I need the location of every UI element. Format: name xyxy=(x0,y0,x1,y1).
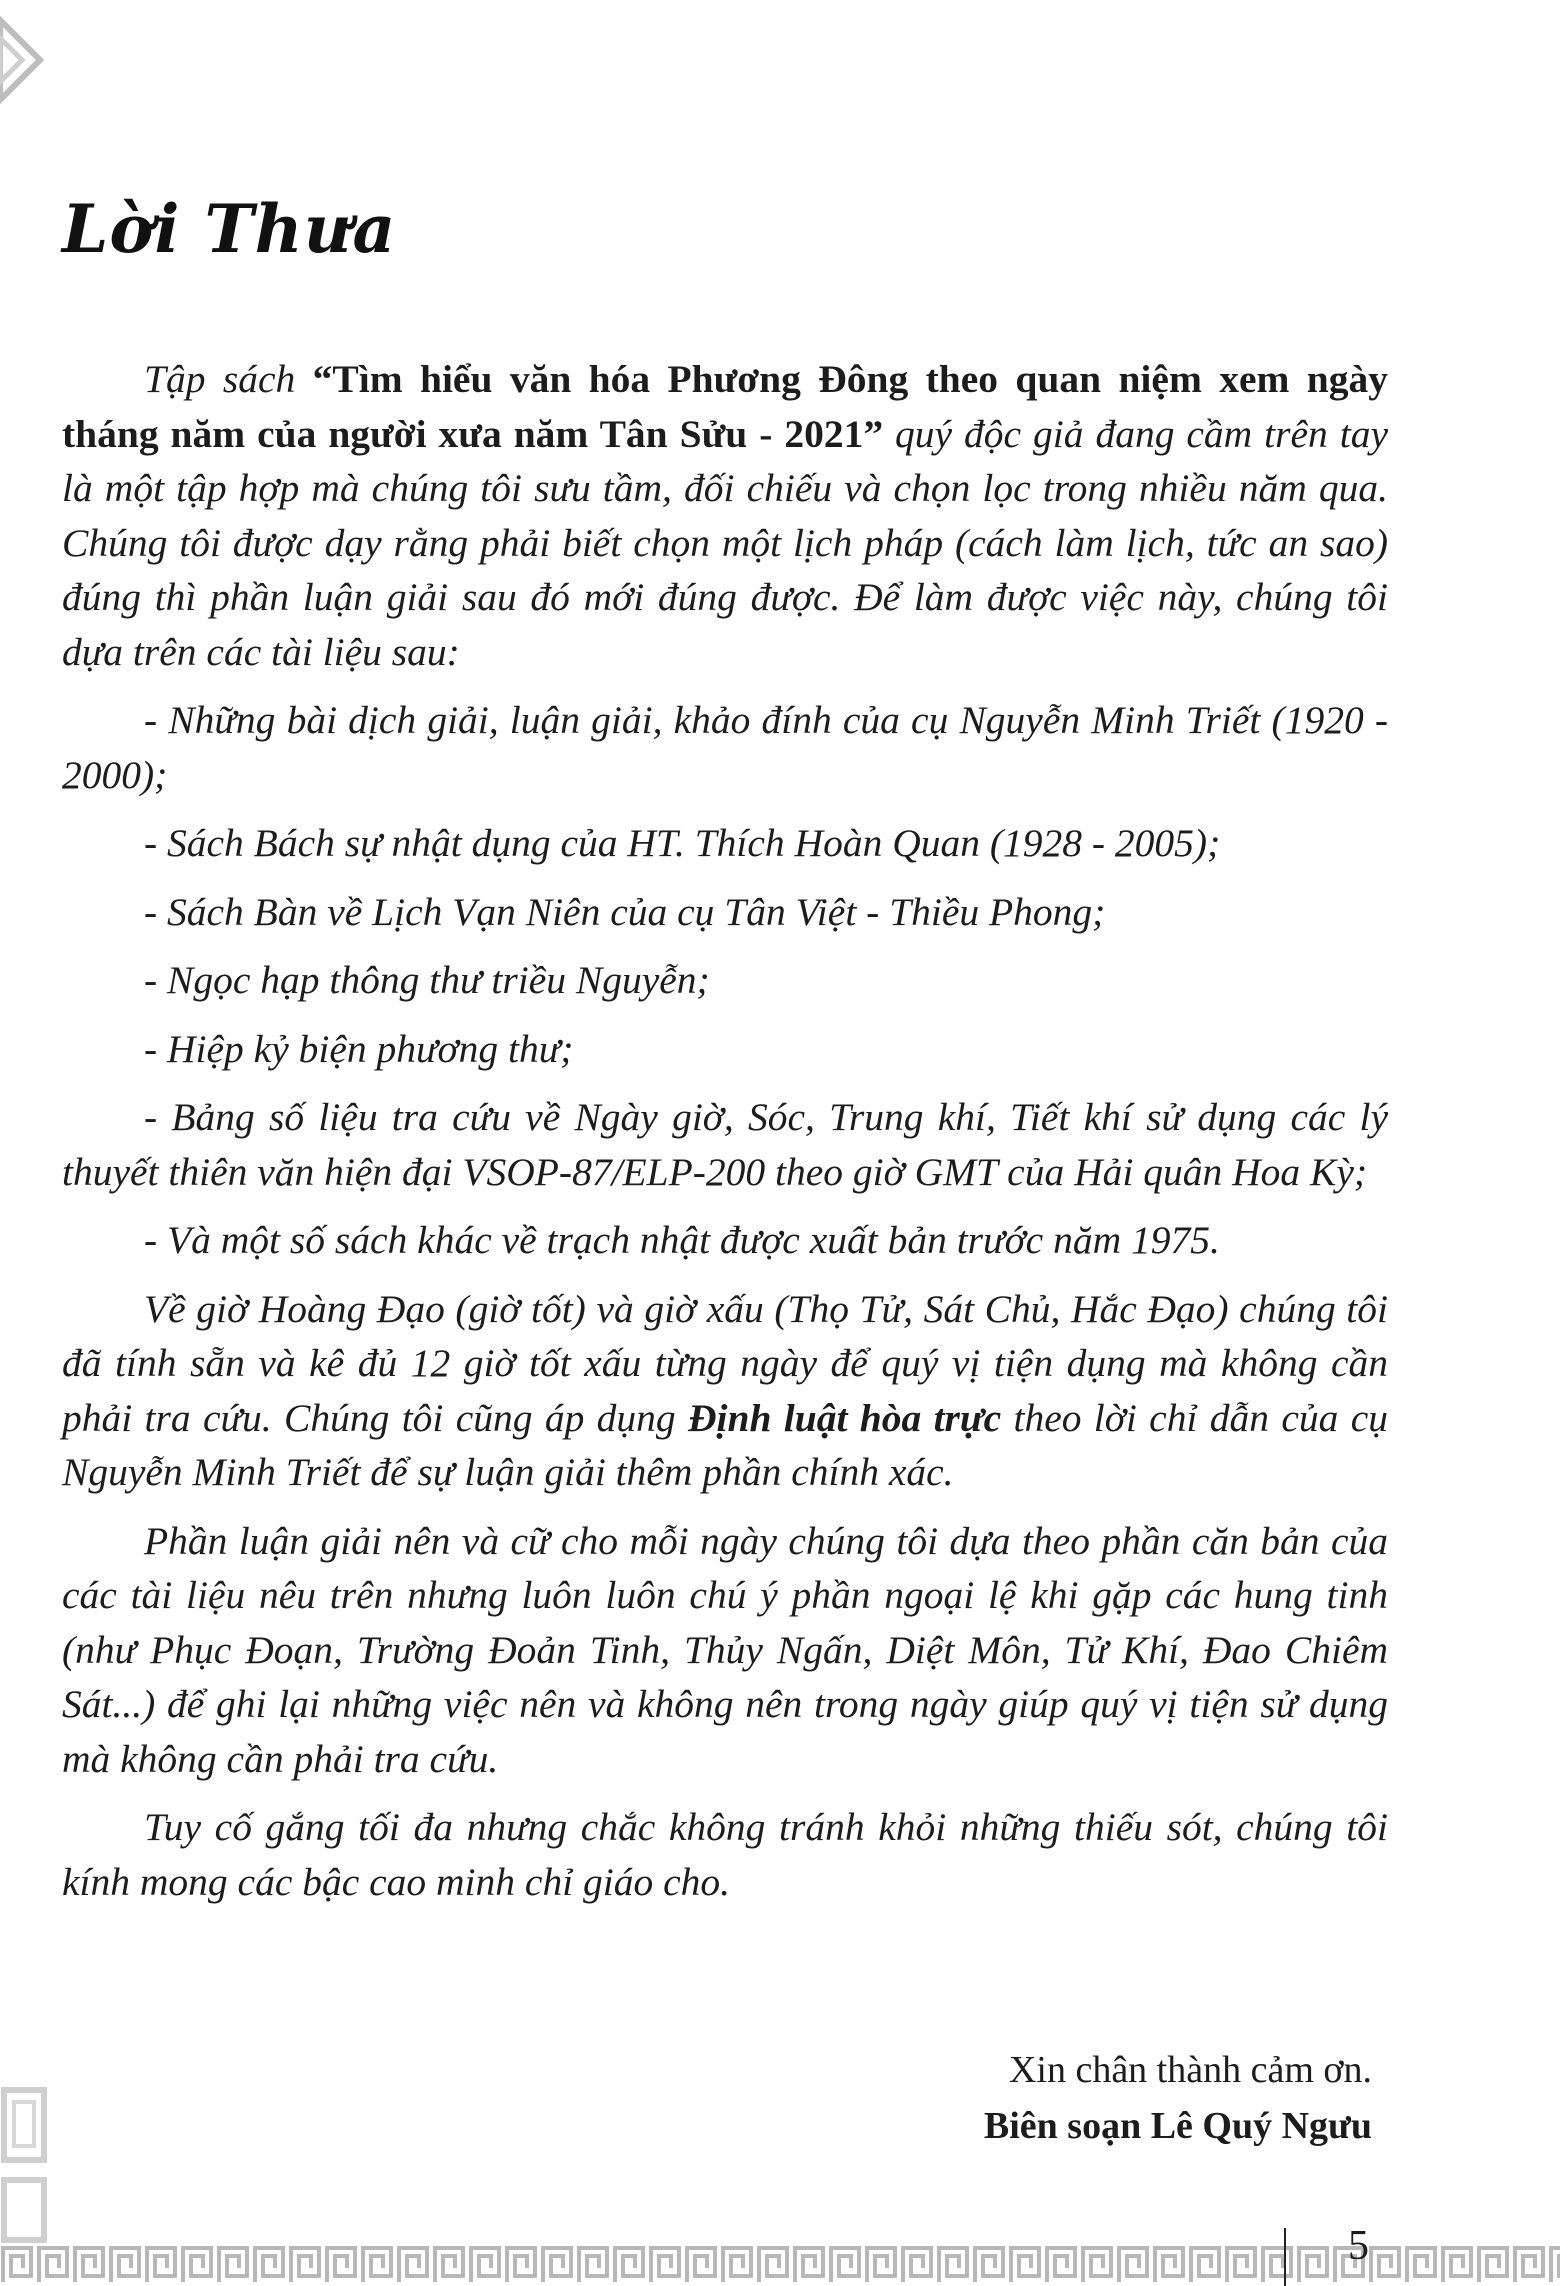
intro-paragraph xyxy=(62,352,1388,679)
analysis-paragraph: Phần luận giải nên và cữ cho mỗi ngày chúng tôi dựa theo phần căn bản của các tài liệu nêu trên nhưng luôn luôn chú ý phần ngoại lệ khi gặp các hung tinh (như Phục Đoạn, Trường Đoản Tinh, Thủy Ngấn, Diệt Môn, Tử Khí, Đao Chiêm Sát...) để ghi lại những việc nên và không nên trong ngày giúp quý vị tiện sử dụng mà không cần phải tra cứu. xyxy=(62,1518,1388,1781)
source-item: - Sách Bách sự nhật dụng của HT. Thích Hoàn Quan (1928 - 2005); xyxy=(144,821,1221,865)
closing-paragraph: Tuy cố gắng tối đa nhưng chắc không tránh khỏi những thiếu sót, chúng tôi kính mong các bậc cao minh chỉ giáo cho. xyxy=(62,1805,1388,1904)
page-title: Lời Thưa xyxy=(62,190,397,268)
source-item: - Và một số sách khác về trạch nhật được xuất bản trước năm 1975. xyxy=(144,1218,1220,1262)
page-number-divider xyxy=(1284,2228,1286,2286)
hours-post: theo lời chỉ dẫn của cụ Nguyễn Minh Triết để sự luận giải thêm phần chính xác. xyxy=(62,1395,1388,1494)
page-number: 5 xyxy=(1348,2223,1369,2269)
greek-key-border xyxy=(0,2240,1560,2286)
source-item: - Bảng số liệu tra cứu về Ngày giờ, Sóc, Trung khí, Tiết khí sử dụng các lý thuyết thiên văn hiện đại VSOP-87/ELP-200 theo giờ GMT của Hải quân Hoa Kỳ; xyxy=(62,1095,1388,1194)
source-item: - Hiệp kỷ biện phương thư; xyxy=(144,1026,574,1071)
intro-pre: Tập sách xyxy=(144,357,313,401)
harmony-law: Định luật hòa trực xyxy=(688,1395,1002,1440)
signature-thanks: Xin chân thành cảm ơn. xyxy=(1008,2049,1372,2091)
hours-pre: Về giờ Hoàng Đạo (giờ tốt) và giờ xấu (Thọ Tử, Sát Chủ, Hắc Đạo) chúng tôi đã tính sẵn và kê đủ 12 giờ tốt xấu từng ngày để quý vị tiện dụng mà không cần phải tra cứu. Chúng tôi cũng áp dụng xyxy=(62,1286,1388,1440)
corner-ornament xyxy=(0,0,60,120)
signature-author: Biên soạn Lê Quý Ngưu xyxy=(983,2105,1372,2147)
source-item: - Ngọc hạp thông thư triều Nguyễn; xyxy=(144,958,710,1002)
body-text xyxy=(62,352,1388,1909)
source-item: - Sách Bàn về Lịch Vạn Niên của cụ Tân Việt - Thiều Phong; xyxy=(144,889,1106,934)
hours-paragraph xyxy=(62,1282,1388,1500)
source-item: - Những bài dịch giải, luận giải, khảo đính của cụ Nguyễn Minh Triết (1920 - 2000); xyxy=(62,698,1388,797)
book-title: “Tìm hiểu văn hóa Phương Đông theo quan niệm xem ngày tháng năm của người xưa năm Tân Sửu - 2021” xyxy=(62,357,1389,456)
signature-block xyxy=(984,2042,1372,2154)
intro-post: quý độc giả đang cầm trên tay là một tập hợp mà chúng tôi sưu tầm, đối chiếu và chọn lọc trong nhiều năm qua. Chúng tôi được dạy rằng phải biết chọn một lịch pháp (cách làm lịch, tức an sao) đúng thì phần luận giải sau đó mới đúng được. Để làm được việc này, chúng tôi dựa trên các tài liệu sau: xyxy=(62,411,1389,674)
